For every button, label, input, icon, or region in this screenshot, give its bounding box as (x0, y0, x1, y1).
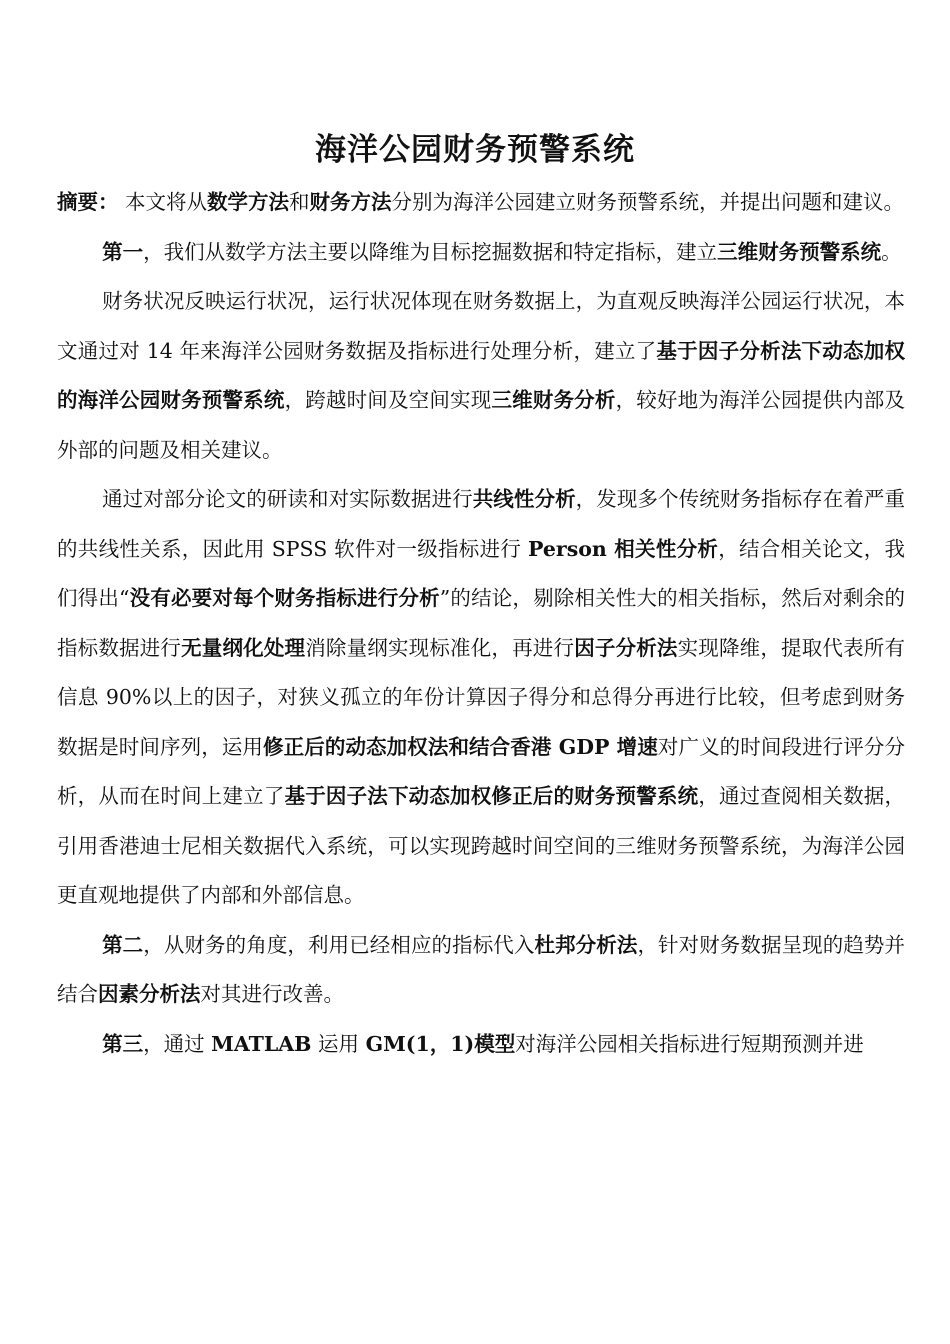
text-run: ”的结论，剔除相关性大的相关指标，然后对剩余的指标数据进行 (57, 586, 906, 660)
bold-text-run: 基于因子分析法下动态加权的海洋公园财务预警系统 (57, 338, 905, 412)
text-run: 对广义的时间段进行评分分析，从而在时间上建立了 (57, 734, 905, 808)
text-run: 运用 (311, 1031, 366, 1056)
text-run: 本文将从 (118, 190, 208, 214)
text-run: ，发现多个传统财务指标存在着严重的共线性关系，因此用 SPSS 软件对一级指标进行 (57, 487, 906, 561)
bold-text-run: 三维财务预警系统 (717, 239, 882, 264)
text-run: 。 (881, 239, 902, 264)
text-run: ，较好地为海洋公园提供内部及外部的问题及相关建议。 (57, 388, 905, 462)
document-title: 海洋公园财务预警系统 (315, 132, 635, 168)
text-run: 和 (289, 190, 310, 214)
bold-text-run: 摘要： (57, 190, 119, 214)
text-run: 消除量纲实现标准化，再进行 (305, 635, 575, 660)
bold-text-run: 共线性分析 (472, 487, 576, 511)
bold-text-run: 因子分析法 (574, 635, 678, 660)
bold-text-run: 修正后的动态加权法和结合香港 GDP 增速 (263, 734, 658, 759)
text-run: ，针对财务数据呈现的趋势并结合 (57, 932, 906, 1006)
bold-text-run: 没有必要对每个财务指标进行分析 (129, 586, 440, 610)
bold-text-run: 杜邦分析法 (534, 932, 638, 957)
bold-text-run: 三维财务分析 (491, 388, 616, 412)
paragraph (57, 1020, 905, 1070)
bold-text-run: 基于因子法下动态加权修正后的财务预警系统 (284, 784, 699, 808)
bold-text-run: MATLAB (211, 1031, 312, 1056)
bold-text-run: 数学方法 (207, 190, 290, 214)
text-run: ，结合相关论文，我们得出“ (57, 536, 905, 610)
text-run: ，通过 (143, 1031, 212, 1056)
bold-text-run: 第一 (102, 239, 144, 264)
paragraph (57, 178, 905, 228)
text-run: ，从财务的角度，利用已经相应的指标代入 (143, 932, 535, 957)
text-run: ，通过查阅相关数据，引用香港迪士尼相关数据代入系统，可以实现跨越时间空间的三维财务预警系统，为海洋公园更直观地提供了内部和外部信息。 (57, 784, 905, 907)
bold-text-run: 因素分析法 (98, 982, 201, 1006)
text-run: 分别为海洋公园建立财务预警系统，并提出问题和建议。 (391, 190, 905, 214)
bold-text-run: 第三 (102, 1031, 144, 1056)
paragraph (57, 228, 905, 278)
text-run: ，跨越时间及空间实现 (284, 388, 492, 412)
text-run: 对其进行改善。 (200, 982, 344, 1006)
paragraph (57, 277, 905, 475)
bold-text-run: 无量纲化处理 (181, 635, 306, 660)
text-run: 实现降维，提取代表所有信息 90%以上的因子，对狭义孤立的年份计算因子得分和总得分再进行比较，但考虑到财务数据是时间序列，运用 (57, 635, 905, 759)
paragraph (57, 921, 905, 1020)
text-run: 通过对部分论文的研读和对实际数据进行 (102, 487, 473, 511)
bold-text-run: 财务方法 (309, 190, 392, 214)
bold-text-run: 第二 (102, 932, 144, 957)
document-body (57, 178, 905, 1069)
text-run: 对海洋公园相关指标进行短期预测并进 (515, 1031, 864, 1056)
text-run: ，我们从数学方法主要以降维为目标挖掘数据和特定指标，建立 (143, 239, 718, 264)
bold-text-run: Person 相关性分析 (527, 536, 719, 561)
text-run: 财务状况反映运行状况，运行状况体现在财务数据上，为直观反映海洋公园运行状况，本文通过对 14 年来海洋公园财务数据及指标进行处理分析，建立了 (57, 289, 905, 363)
bold-text-run: GM(1，1)模型 (365, 1031, 516, 1056)
paragraph (57, 475, 905, 921)
